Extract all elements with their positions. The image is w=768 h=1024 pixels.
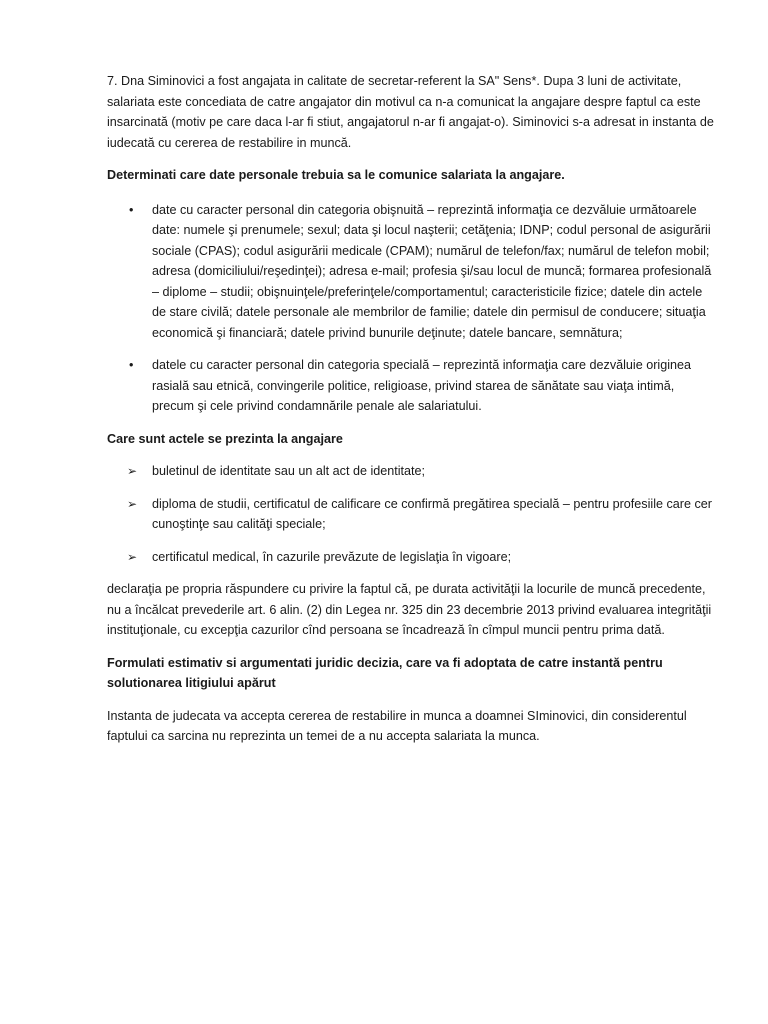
question-personal-data: Determinati care date personale trebuia sa le comunice salariata la angajare. bbox=[107, 168, 565, 182]
arrowhead-bullet-icon: ➢ bbox=[127, 496, 138, 511]
arrowhead-bullet-icon: ➢ bbox=[127, 464, 138, 478]
answer-paragraph: Instanta de judecata va accepta cererea de restabilire in munca a doamnei SIminovici, din considerentul faptului ca sarcina nu reprezinta un temei de a nu accepta salariata la munca. bbox=[107, 708, 687, 743]
arrowhead-bullet-icon: ➢ bbox=[127, 549, 138, 564]
list-item-text: diploma de studii, certificatul de calificare ce confirmă pregătirea specială – pentru profesiile care cer cunoştinţe sau calităţi speciale; bbox=[152, 496, 712, 531]
question-court-decision: Formulati estimativ si argumentati juridic decizia, care va fi adoptata de catre instantă pentru solutionarea litigiului apărut bbox=[107, 655, 663, 690]
list-item-identity-card bbox=[107, 461, 719, 482]
case-intro: 7. Dna Siminovici a fost angajata in calitate de secretar-referent la SA" Sens*. Dupa 3 luni de activitate, salariata este concediata de catre angajator din motivul ca n-a comunicat la angajare despre faptul ca este insarcinată (motiv pe care daca l-ar fi stiut, angajatorul n-ar fi angajat-o). Siminovici s-a adresat in instanta de iudecată cu cererea de restabilire in muncă. bbox=[107, 74, 714, 150]
question-documents: Care sunt actele se prezinta la angajare bbox=[107, 431, 343, 446]
personal-data-list bbox=[107, 200, 719, 417]
list-item-text: buletinul de identitate sau un alt act de identitate; bbox=[152, 464, 426, 478]
documents-list bbox=[107, 461, 719, 567]
document-body bbox=[107, 71, 719, 759]
list-item-special-data: • datele cu caracter personal din categoria specială – reprezintă informaţia care dezvăluie originea rasială sau etnică, convingerile politice, religioase, privind starea de sănătate sau viaţa intimă, precum şi cele privind condamnările penale ale salariatului. bbox=[107, 355, 719, 417]
list-item-text: certificatul medical, în cazurile prevăzute de legislaţia în vigoare; bbox=[152, 549, 512, 564]
declaration-paragraph: declaraţia pe propria răspundere cu privire la faptul că, pe durata activităţii la locurile de muncă precedente, nu a încălcat prevederile art. 6 alin. (2) din Legea nr. 325 din 23 decembrie 2013 privind evaluarea integrităţii instituţionale, cu excepţia cazurilor cînd persoana se încadrează în cîmpul muncii pentru prima dată. bbox=[107, 582, 712, 637]
list-item-medical-certificate bbox=[107, 547, 719, 568]
list-item-ordinary-data: • date cu caracter personal din categoria obişnuită – reprezintă informaţia ce dezvăluie următoarele date: numele şi prenumele; sexul; data şi locul naşterii; cetăţenia; IDNP; codul personal de asigurării sociale (CPAS); codul asigurării medicale (CPAM); numărul de telefon/fax; numărul de telefon mobil; adresa (domiciliului/reşedinţei); adresa e-mail; profesia şi/sau locul de muncă; formarea profesională – diplome – studii; obişnuinţele/preferinţele/comportamentul; caracteristicile fizice; datele din actele de stare civilă; datele personale ale membrilor de familie; datele din permisul de conducere; situaţia economică şi financiară; datele privind bunurile deţinute; datele bancare, semnătura; bbox=[107, 200, 719, 344]
list-item-diploma bbox=[107, 494, 719, 535]
